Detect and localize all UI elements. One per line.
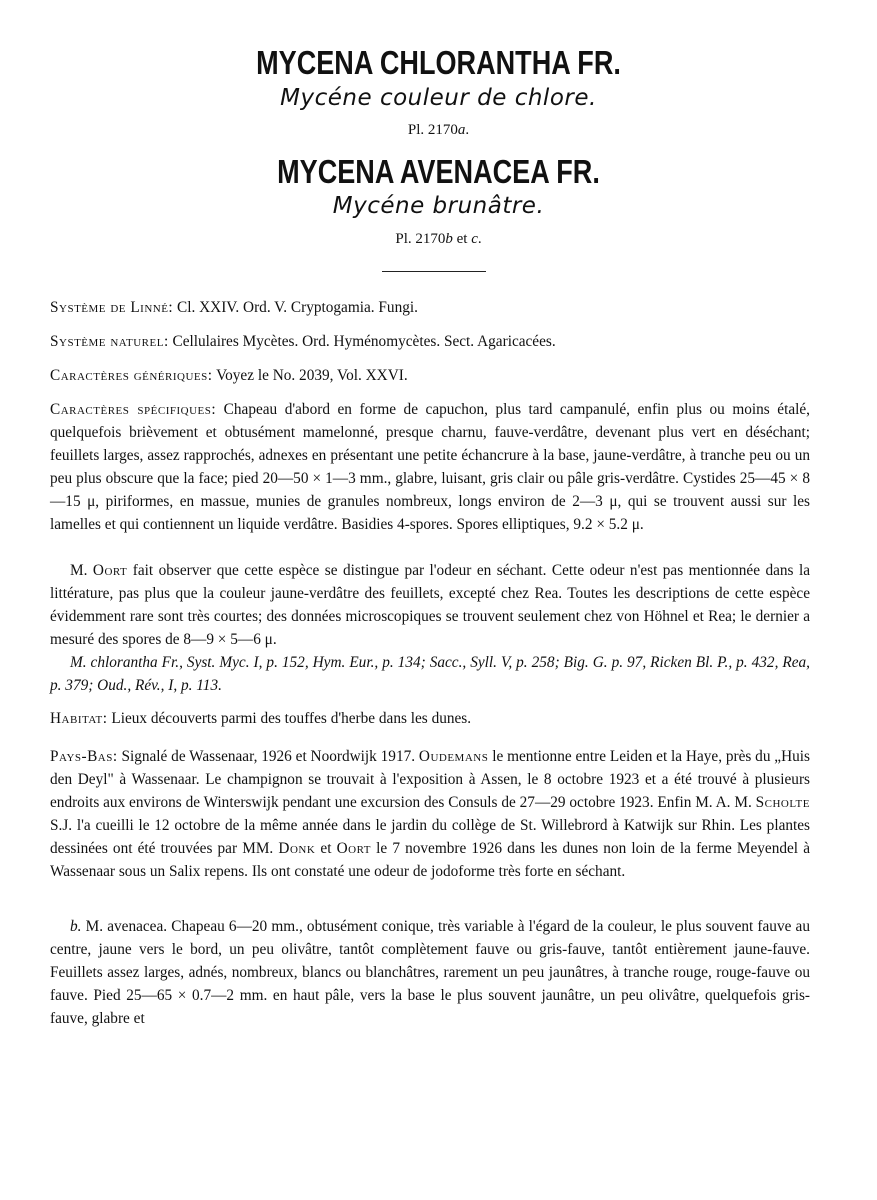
author-oudemans: Oudemans — [418, 748, 489, 765]
plate-letter-2: c — [471, 231, 478, 247]
label-habitat: Habitat: — [50, 710, 108, 727]
author-scholte: Scholte — [755, 794, 810, 811]
title-divider — [382, 271, 486, 272]
text-habitat: Lieux découverts parmi des touffes d'herbe dans les dunes. — [107, 710, 472, 727]
paragraph-avenacea — [50, 915, 810, 1030]
plate-number-bc — [0, 230, 877, 248]
plate-suffix: . — [477, 231, 482, 247]
text-generiques: Voyez le No. 2039, Vol. XXVI. — [212, 367, 408, 384]
text-specifiques: Chapeau d'abord en forme de capuchon, plus tard campanulé, enfin plus ou moins étalé, quelquefois brièvement et obtusément mamelonné, presque charnu, fauve-verdâtre, devenant plus vert en déséchant; feuillets larges, assez rapprochés, adnexes en présentant une petite échancrure à la base, jaune-verdâtre, à tranche peu ou un peu plus obscure que la face; pied 20—50 × 1—3 mm., glabre, luisant, gris clair ou pâle gris-verdâtre. Cystides 25—45 × 8—15 μ, piriformes, en massue, munies de granules nombreux, longs environ de 2—3 μ, qui se trouvent aussi sur les lamelles et qui contiennent un liquide verdâtre. Basidies 4-spores. Spores elliptiques, 9.2 × 5.2 μ. — [50, 401, 810, 533]
text-avenacea: M. avenacea. Chapeau 6—20 mm., obtusément conique, très variable à l'égard de la couleur, le plus souvent fauve au centre, jaune vers le bord, un peu olivâtre, tantôt complètement fauve ou gris-fauve, tantôt entièrement jaune-fauve. Feuillets assez larges, adnés, nombreux, blancs ou blanchâtres, rarement un peu jaunâtres, à tranche rouge, rouge-fauve ou fauve. Pied 25—65 × 0.7—2 mm. en haut pâle, vers la base le plus souvent jaunâtre, un peu olivâtre, quelquefois gris-fauve, glabre et — [50, 918, 810, 1027]
oort-prefix: M. — [70, 562, 93, 579]
text-linne: Cl. XXIV. Ord. V. Cryptogamia. Fungi. — [173, 299, 418, 316]
text-naturel: Cellulaires Mycètes. Ord. Hyménomycètes. Sect. Agaricacées. — [168, 333, 556, 350]
label-generiques: Caractères génériques: — [50, 367, 213, 384]
species-title-chlorantha: MYCENA CHLORANTHA FR. — [256, 44, 621, 81]
species-subtitle-chlorantha: Mycéne couleur de chlore. — [280, 85, 597, 111]
plate-suffix: . — [465, 122, 470, 138]
plate-prefix: Pl. 2170 — [395, 231, 446, 247]
paragraph-references: M. chlorantha Fr., Syst. Myc. I, p. 152, Hym. Eur., p. 134; Sacc., Syll. V, p. 258; Big. G. p. 97, Ricken Bl. P., p. 432, Rea, p. 379; Oud., Rév., I, p. 113. — [50, 654, 810, 694]
author-donk: Donk — [278, 840, 316, 857]
plate-number-a — [0, 121, 877, 139]
avenacea-letter: b. — [70, 918, 82, 935]
paragraph-paysbas — [50, 745, 810, 883]
plate-letter: b — [445, 231, 453, 247]
author-oort-2: Oort — [336, 840, 371, 857]
text-paysbas-5: le 7 novembre 1926 dans les dunes non loin de la ferme Meyendel à Wassenaar sous un Salix repens. Ils ont constaté une odeur de jodoforme très forte en séchant. — [50, 840, 810, 880]
species-title-avenacea: MYCENA AVENACEA FR. — [277, 153, 600, 190]
label-specifiques: Caractères spécifiques: — [50, 401, 217, 418]
paragraph-oort — [50, 559, 810, 651]
paragraph-habitat — [50, 707, 810, 730]
text-paysbas-1: Signalé de Wassenaar, 1926 et Noordwijk 1917. — [117, 748, 419, 765]
label-paysbas: Pays-Bas: — [50, 748, 118, 765]
paragraph-naturel — [50, 330, 810, 353]
label-linne: Système de Linné: — [50, 299, 174, 316]
text-paysbas-2: le mentionne entre Leiden et la Haye, près du „Huis den Deyl" à Wassenaar. Le champignon se trouvait à l'exposition à Assen, le 8 octobre 1923 et a été trouvé à plusieurs endroits aux environs de Winterswijk pendant une excursion des Consuls de 27—29 octobre 1923. Enfin M. A. M. — [50, 748, 810, 811]
text-paysbas-4: et — [315, 840, 337, 857]
label-naturel: Système naturel: — [50, 333, 169, 350]
plate-letter: a — [457, 122, 466, 138]
text-oort: fait observer que cette espèce se distingue par l'odeur en séchant. Cette odeur n'est pas mentionnée dans la littérature, pas plus que la couleur jaune-verdâtre des feuillets, excepté chez Rea. Toutes les descriptions de cette espèce évidemment rare sont très courtes; des données microscopiques se trouvent seulement chez von Höhnel et Rea; le dernier a mesuré des spores de 8—9 × 5—6 μ. — [50, 562, 811, 648]
species-subtitle-avenacea: Mycéne brunâtre. — [332, 193, 545, 219]
plate-mid: et — [452, 231, 472, 247]
paragraph-linne — [50, 296, 810, 319]
paragraph-generiques — [50, 364, 810, 387]
plate-prefix: Pl. 2170 — [407, 122, 458, 138]
paragraph-specifiques — [50, 398, 810, 536]
text-paysbas-3: S.J. l'a cueilli le 12 octobre de la même année dans le jardin du collège de St. Willebrord à Katwijk sur Rhin. Les plantes dessinées ont été trouvées par MM. — [50, 817, 810, 857]
author-oort: Oort — [92, 562, 128, 579]
